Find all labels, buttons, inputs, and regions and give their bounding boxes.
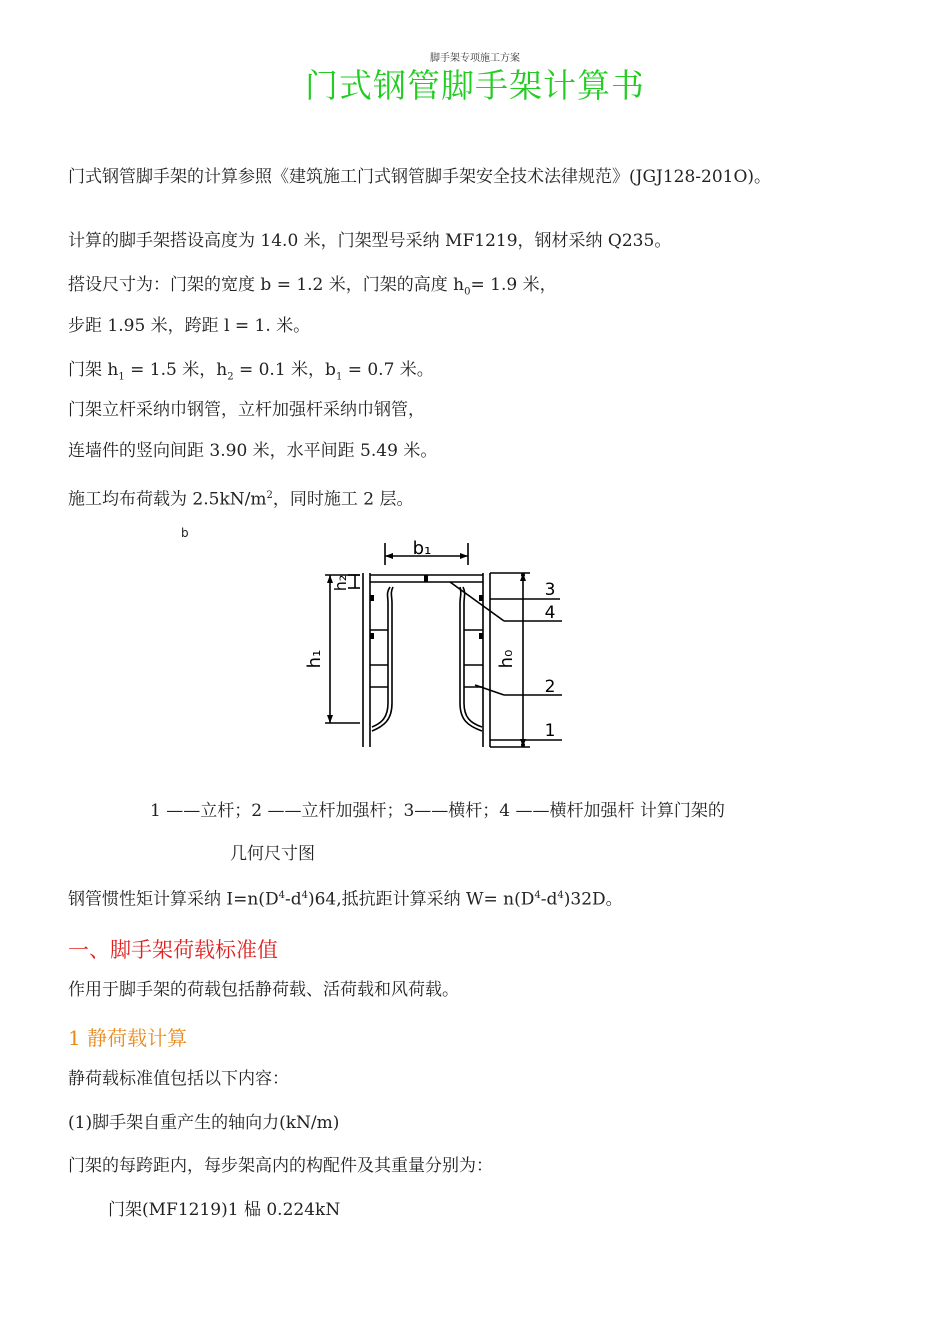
components-intro: 门架的每跨距内，每步架高内的构配件及其重量分别为： (68, 1156, 493, 1176)
figure-caption-line1: 1 ——立杆；2 ——立杆加强杆；3——横杆；4 ——横杆加强杆 计算门架的 (150, 801, 725, 821)
frame-h2-value: = 0.1 米，b (233, 360, 336, 380)
axial-force-item: (1)脚手架自重产生的轴向力(kN/m) (68, 1113, 340, 1133)
figure-caption-line2: 几何尺寸图 (230, 844, 315, 864)
formula-sup4: 4 (557, 890, 564, 901)
formula-sup1: 4 (278, 890, 285, 901)
pipe-paragraph: 门架立杆采纳巾钢管，立杆加强杆采纳巾钢管， (68, 400, 425, 420)
section1-text: 作用于脚手架的荷载包括静荷载、活荷载和风荷载。 (68, 980, 459, 1000)
load-paragraph (68, 484, 413, 512)
formula-c: )64,抵抗距计算采纳 W= n(D (307, 889, 535, 910)
h2-subscript: 2 (227, 371, 234, 383)
figure-b-label: b (181, 526, 189, 540)
step-paragraph: 步距 1.95 米，跨距 l = 1. 米。 (68, 316, 311, 336)
load-prefix: 施工均布荷载为 2.5kN/m (68, 489, 267, 510)
dead-load-intro: 静荷载标准值包括以下内容： (68, 1069, 289, 1089)
formula-d: -d (540, 889, 558, 910)
subsection-heading-dead-load: 1 静荷载计算 (68, 1026, 188, 1050)
height-paragraph: 计算的脚手架搭设高度为 14.0 米，门架型号采纳 MF1219，钢材采纳 Q235。 (68, 231, 672, 251)
running-header: 脚手架专项施工方案 (430, 53, 520, 64)
formula-b: -d (284, 889, 302, 910)
frame-dims-paragraph (68, 358, 434, 389)
frame-h1-value: = 1.5 米，h (124, 360, 228, 380)
h1-subscript: 1 (118, 371, 125, 383)
formula-sup2: 4 (301, 890, 308, 901)
callout-3: 3 (544, 580, 556, 600)
frame-prefix: 门架 h (68, 360, 119, 380)
document-title: 门式钢管脚手架计算书 (305, 66, 645, 105)
section-heading-load-standard: 一、脚手架荷载标准值 (68, 938, 278, 962)
callout-4: 4 (544, 603, 556, 623)
frame-b1-value: = 0.7 米。 (342, 360, 434, 380)
h1-dimension-label: h₁ (304, 649, 325, 669)
callout-2: 2 (544, 677, 556, 697)
intro-paragraph: 门式钢管脚手架的计算参照《建筑施工门式钢管脚手架安全技术法律规范》(JGJ128-201O)。 (68, 167, 772, 187)
dims-text-b: = 1.9 米， (470, 275, 557, 295)
load-suffix: ，同时施工 2 层。 (272, 489, 414, 510)
h0-subscript: 0 (464, 286, 471, 298)
formula-e: )32D。 (563, 889, 623, 910)
door-frame-diagram (300, 535, 580, 757)
callout-1: 1 (544, 721, 556, 741)
h0-dimension-label: h₀ (496, 649, 517, 669)
wall-tie-paragraph: 连墙件的竖向间距 3.90 米，水平间距 5.49 米。 (68, 441, 438, 461)
load-superscript: 2 (266, 490, 273, 501)
b1-subscript: 1 (335, 371, 343, 383)
formula-sup3: 4 (534, 890, 541, 901)
formula-a: 钢管惯性矩计算采纳 I=n(D (68, 889, 279, 910)
dimensions-paragraph (68, 273, 557, 304)
b1-dimension-label: b₁ (412, 538, 432, 559)
h2-dimension-label: h₂ (331, 574, 350, 592)
dims-text-a: 搭设尺寸为：门架的宽度 b = 1.2 米，门架的高度 h (68, 275, 465, 295)
formula-paragraph (68, 884, 623, 912)
component-item-frame: 门架(MF1219)1 榀 0.224kN (108, 1200, 341, 1220)
